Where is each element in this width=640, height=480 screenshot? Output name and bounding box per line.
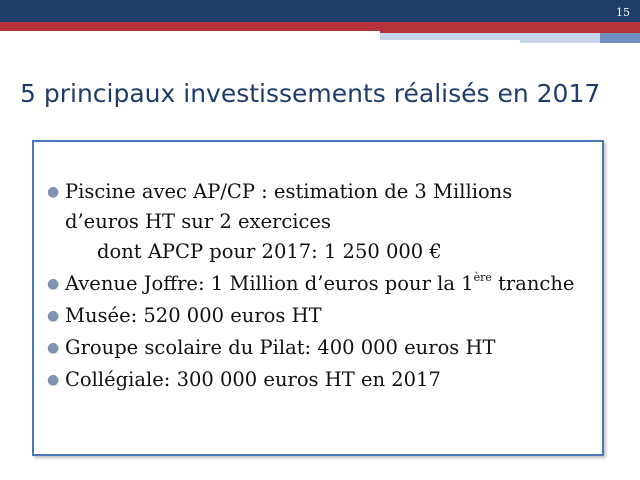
bullet-text: Avenue Joffre: 1 Million d’euros pour la 1 [65, 272, 474, 295]
header-red-stripe [0, 22, 640, 33]
bullet-continuation: tranche [498, 272, 575, 295]
bullet-superscript: ère [473, 271, 492, 284]
bullet-list [47, 177, 592, 397]
bullet-item-musee [47, 301, 592, 331]
bullet-sub-line: dont APCP pour 2017: 1 250 000 € [97, 240, 442, 263]
bullet-text: Collégiale: 300 000 euros HT en 2017 [65, 368, 441, 391]
header-blue-bar [0, 0, 640, 24]
bullet-text: Piscine avec AP/CP : estimation de 3 Millions d’euros HT sur 2 exercices [65, 180, 513, 233]
content-box [32, 140, 604, 456]
bullet-item-collegiale [47, 365, 592, 395]
bullet-dot-icon: ● [47, 340, 60, 356]
bullet-dot-icon: ● [47, 184, 60, 200]
bullet-item-piscine [47, 177, 592, 267]
bullet-dot-icon: ● [47, 308, 60, 324]
slide-title: 5 principaux investissements réalisés en 2017 [20, 79, 601, 108]
bullet-dot-icon: ● [47, 276, 60, 292]
bullet-dot-icon: ● [47, 372, 60, 388]
bullet-text: Musée: 520 000 euros HT [65, 304, 322, 327]
slide-number: 15 [616, 6, 630, 19]
header-band [0, 0, 640, 46]
header-light-blue-accent [600, 33, 640, 43]
bullet-text: Groupe scolaire du Pilat: 400 000 euros HT [65, 336, 496, 359]
bullet-item-groupe-scolaire [47, 333, 592, 363]
bullet-item-avenue-joffre [47, 269, 592, 299]
